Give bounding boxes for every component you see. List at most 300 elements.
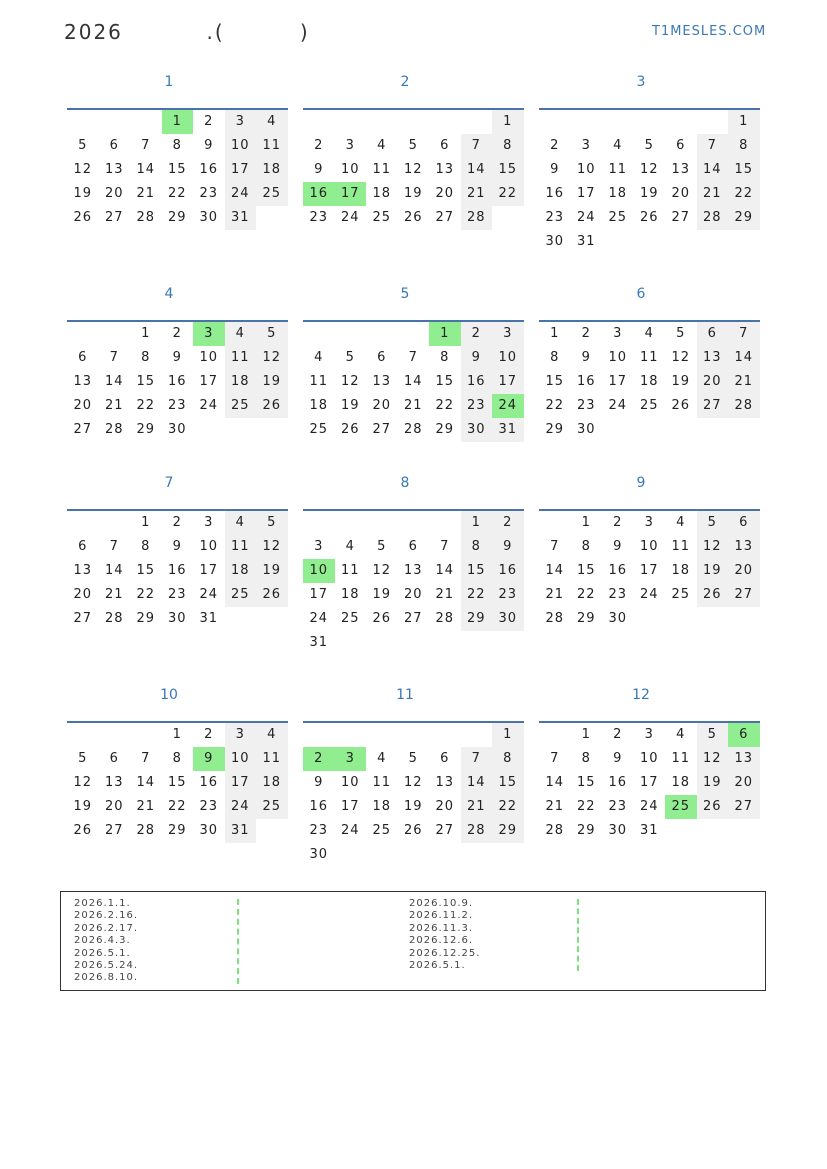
day-cell: 21 [697,182,729,206]
day-cell: 23 [199,799,219,814]
empty-cell [335,511,367,535]
empty-cell [193,418,225,442]
month-name: 7 [164,475,174,491]
month-grid [303,509,524,655]
week-row [539,394,760,418]
week-row [67,182,288,206]
day-cell: 13 [403,563,423,578]
day-cell: 12 [73,775,93,790]
day-cell: 3 [225,723,257,747]
day-cell: 13 [728,535,760,559]
day-cell: 22 [576,587,596,602]
day-cell: 24 [492,394,524,418]
empty-cell [366,511,398,535]
day-cell: 30 [545,234,565,249]
week-row [303,511,524,535]
site-brand[interactable]: T1MESLES.COM [652,24,767,39]
day-cell: 30 [608,611,628,626]
empty-cell [130,723,162,747]
day-cell: 16 [461,370,493,394]
week-row [539,771,760,795]
empty-cell [256,819,288,843]
day-cell: 15 [576,563,596,578]
day-cell: 10 [576,162,596,177]
day-cell: 14 [104,563,124,578]
day-cell: 17 [199,563,219,578]
day-cell: 23 [545,210,565,225]
empty-cell [461,631,493,655]
day-cell: 15 [461,559,493,583]
day-cell: 20 [697,370,729,394]
week-row [67,346,288,370]
day-cell: 18 [671,563,691,578]
empty-cell [539,723,571,747]
week-row [539,795,760,819]
day-cell: 17 [576,186,596,201]
day-cell: 12 [340,374,360,389]
empty-cell [429,631,461,655]
day-cell: 3 [644,515,654,530]
day-cell: 24 [199,398,219,413]
day-cell: 12 [639,162,659,177]
empty-cell [634,110,666,134]
day-cell: 26 [256,583,288,607]
day-cell: 20 [671,186,691,201]
day-cell: 17 [335,182,367,206]
day-cell: 14 [461,158,493,182]
day-cell: 12 [256,535,288,559]
day-cell: 17 [639,563,659,578]
day-cell: 25 [309,422,329,437]
week-row [67,583,288,607]
day-cell: 19 [256,559,288,583]
day-cell: 17 [608,374,628,389]
day-cell: 10 [225,747,257,771]
day-cell: 21 [461,182,493,206]
day-cell: 3 [581,138,591,153]
day-cell: 19 [639,186,659,201]
day-cell: 8 [172,138,182,153]
day-cell: 9 [172,539,182,554]
day-cell: 30 [199,823,219,838]
day-cell: 21 [403,398,423,413]
day-cell: 8 [492,747,524,771]
empty-cell [539,110,571,134]
empty-cell [665,819,697,843]
day-cell: 2 [581,326,591,341]
week-row [67,134,288,158]
week-row [67,747,288,771]
day-cell: 20 [104,186,124,201]
day-cell: 18 [372,186,392,201]
day-cell: 19 [671,374,691,389]
day-cell: 24 [225,182,257,206]
day-cell: 29 [728,206,760,230]
day-cell: 28 [697,206,729,230]
day-cell: 20 [435,186,455,201]
empty-cell [492,206,524,230]
day-cell: 19 [697,771,729,795]
day-cell: 11 [256,747,288,771]
day-cell: 4 [225,322,257,346]
day-cell: 14 [435,563,455,578]
empty-cell [634,418,666,442]
week-row [303,747,524,771]
week-row [303,771,524,795]
day-cell: 2 [461,322,493,346]
day-cell: 28 [545,611,565,626]
day-cell: 16 [608,563,628,578]
day-cell: 19 [697,559,729,583]
day-cell: 21 [136,186,156,201]
day-cell: 12 [697,747,729,771]
day-cell: 27 [435,823,455,838]
legend-marker-left [237,899,241,984]
day-cell: 11 [372,775,392,790]
day-cell: 8 [461,535,493,559]
day-cell: 2 [613,515,623,530]
day-cell: 28 [545,823,565,838]
day-cell: 8 [728,134,760,158]
day-cell: 4 [644,326,654,341]
week-row [67,110,288,134]
day-cell: 1 [728,110,760,134]
day-cell: 9 [613,751,623,766]
day-cell: 28 [728,394,760,418]
day-cell: 15 [545,374,565,389]
day-cell: 3 [492,322,524,346]
day-cell: 10 [340,775,360,790]
empty-cell [99,511,131,535]
day-cell: 24 [199,587,219,602]
day-cell: 24 [340,823,360,838]
day-cell: 17 [639,775,659,790]
day-cell: 6 [408,539,418,554]
empty-cell [665,110,697,134]
day-cell: 1 [141,326,151,341]
day-cell: 18 [671,775,691,790]
day-cell: 1 [492,723,524,747]
day-cell: 8 [141,539,151,554]
day-cell: 15 [492,771,524,795]
empty-cell [728,230,760,254]
month-grid [67,509,288,631]
week-row [303,819,524,843]
day-cell: 1 [550,326,560,341]
empty-cell [99,322,131,346]
day-cell: 9 [314,162,324,177]
week-row [67,394,288,418]
day-cell: 1 [162,110,194,134]
legend-date: 2026.5.1. [409,960,466,972]
day-cell: 9 [581,350,591,365]
empty-cell [256,418,288,442]
day-cell: 28 [461,819,493,843]
empty-cell [461,843,493,867]
week-row [67,795,288,819]
day-cell: 19 [403,186,423,201]
day-cell: 29 [461,607,493,631]
day-cell: 4 [225,511,257,535]
day-cell: 1 [581,515,591,530]
empty-cell [366,843,398,867]
day-cell: 12 [403,162,423,177]
empty-cell [67,723,99,747]
day-cell: 10 [199,350,219,365]
day-cell: 7 [461,747,493,771]
empty-cell [398,322,430,346]
day-cell: 13 [104,162,124,177]
day-cell: 25 [340,611,360,626]
day-cell: 7 [550,539,560,554]
day-cell: 17 [309,587,329,602]
day-cell: 16 [303,182,335,206]
day-cell: 13 [671,162,691,177]
day-cell: 15 [492,158,524,182]
day-cell: 15 [136,374,156,389]
empty-cell [429,110,461,134]
day-cell: 18 [309,398,329,413]
month-name: 10 [160,687,178,703]
day-cell: 12 [403,775,423,790]
day-cell: 1 [429,322,461,346]
week-row [303,206,524,230]
empty-cell [130,110,162,134]
day-cell: 22 [167,186,187,201]
month-grid [539,509,760,631]
day-cell: 13 [372,374,392,389]
day-cell: 16 [199,162,219,177]
empty-cell [429,511,461,535]
day-cell: 11 [608,162,628,177]
day-cell: 29 [492,819,524,843]
week-row [67,370,288,394]
day-cell: 3 [193,322,225,346]
empty-cell [634,607,666,631]
day-cell: 17 [492,370,524,394]
day-cell: 13 [697,346,729,370]
week-row [539,370,760,394]
day-cell: 24 [225,795,257,819]
day-cell: 21 [435,587,455,602]
day-cell: 4 [613,138,623,153]
day-cell: 18 [340,587,360,602]
day-cell: 3 [613,326,623,341]
day-cell: 26 [73,823,93,838]
day-cell: 6 [78,350,88,365]
day-cell: 15 [167,162,187,177]
day-cell: 12 [372,563,392,578]
day-cell: 6 [676,138,686,153]
day-cell: 23 [608,799,628,814]
week-row [303,346,524,370]
empty-cell [398,843,430,867]
day-cell: 4 [314,350,324,365]
empty-cell [728,418,760,442]
week-row [539,819,760,843]
empty-cell [67,322,99,346]
day-cell: 24 [309,611,329,626]
day-cell: 5 [78,751,88,766]
legend-date: 2026.2.17. [74,922,139,934]
week-row [303,394,524,418]
week-row [539,511,760,535]
day-cell: 1 [141,515,151,530]
day-cell: 25 [608,210,628,225]
day-cell: 27 [403,611,423,626]
empty-cell [398,723,430,747]
week-row [303,134,524,158]
day-cell: 28 [435,611,455,626]
day-cell: 11 [309,374,329,389]
day-cell: 23 [576,398,596,413]
week-row [303,418,524,442]
day-cell: 8 [550,350,560,365]
month-name: 8 [400,475,410,491]
day-cell: 4 [345,539,355,554]
day-cell: 16 [167,374,187,389]
empty-cell [697,607,729,631]
month-grid [539,108,760,254]
day-cell: 6 [697,322,729,346]
day-cell: 19 [256,370,288,394]
day-cell: 30 [167,422,187,437]
week-row [67,206,288,230]
empty-cell [335,843,367,867]
week-row [303,182,524,206]
day-cell: 12 [256,346,288,370]
day-cell: 5 [644,138,654,153]
day-cell: 28 [104,611,124,626]
day-cell: 27 [671,210,691,225]
day-cell: 5 [408,751,418,766]
day-cell: 27 [697,394,729,418]
day-cell: 3 [345,138,355,153]
day-cell: 25 [256,182,288,206]
day-cell: 6 [109,138,119,153]
empty-cell [571,110,603,134]
empty-cell [256,607,288,631]
empty-cell [492,631,524,655]
day-cell: 14 [136,162,156,177]
day-cell: 25 [256,795,288,819]
day-cell: 4 [377,138,387,153]
empty-cell [492,843,524,867]
day-cell: 15 [728,158,760,182]
day-cell: 16 [576,374,596,389]
empty-cell [335,723,367,747]
week-row [303,723,524,747]
empty-cell [398,631,430,655]
day-cell: 7 [461,134,493,158]
day-cell: 4 [676,515,686,530]
day-cell: 10 [199,539,219,554]
day-cell: 11 [372,162,392,177]
day-cell: 14 [104,374,124,389]
day-cell: 14 [136,775,156,790]
day-cell: 29 [167,823,187,838]
day-cell: 29 [545,422,565,437]
day-cell: 9 [613,539,623,554]
day-cell: 8 [581,751,591,766]
day-cell: 23 [461,394,493,418]
day-cell: 31 [576,234,596,249]
day-cell: 21 [728,370,760,394]
day-cell: 20 [403,587,423,602]
day-cell: 17 [225,771,257,795]
week-row [303,110,524,134]
day-cell: 15 [576,775,596,790]
day-cell: 26 [403,210,423,225]
day-cell: 23 [309,210,329,225]
day-cell: 10 [639,539,659,554]
day-cell: 26 [73,210,93,225]
day-cell: 9 [314,775,324,790]
month-name: 4 [164,286,174,302]
day-cell: 5 [697,723,729,747]
day-cell: 28 [136,823,156,838]
day-cell: 9 [461,346,493,370]
day-cell: 29 [136,611,156,626]
day-cell: 10 [608,350,628,365]
day-cell: 6 [728,723,760,747]
day-cell: 4 [256,723,288,747]
day-cell: 8 [172,751,182,766]
empty-cell [99,110,131,134]
day-cell: 14 [403,374,423,389]
day-cell: 6 [440,751,450,766]
day-cell: 24 [340,210,360,225]
day-cell: 1 [172,727,182,742]
legend-date: 2026.10.9. [409,898,474,909]
week-row [303,843,524,867]
week-row [539,158,760,182]
day-cell: 22 [728,182,760,206]
day-cell: 26 [340,422,360,437]
day-cell: 9 [550,162,560,177]
week-row [539,206,760,230]
day-cell: 5 [377,539,387,554]
day-cell: 18 [608,186,628,201]
month-name: 11 [396,687,414,703]
legend-date: 2026.1.1. [74,898,131,909]
week-row [67,723,288,747]
week-row [303,322,524,346]
week-row [67,607,288,631]
empty-cell [634,230,666,254]
day-cell: 27 [104,210,124,225]
day-cell: 23 [492,583,524,607]
legend-date: 2026.11.3. [409,922,474,934]
day-cell: 6 [377,350,387,365]
day-cell: 18 [225,370,257,394]
day-cell: 18 [256,158,288,182]
day-cell: 4 [676,727,686,742]
day-cell: 14 [545,775,565,790]
day-cell: 9 [204,138,214,153]
day-cell: 4 [256,110,288,134]
day-cell: 21 [461,795,493,819]
week-row [539,418,760,442]
day-cell: 18 [225,559,257,583]
empty-cell [665,418,697,442]
week-row [539,723,760,747]
day-cell: 5 [697,511,729,535]
day-cell: 13 [435,162,455,177]
day-cell: 18 [256,771,288,795]
month-name: 6 [636,286,646,302]
week-row [67,418,288,442]
